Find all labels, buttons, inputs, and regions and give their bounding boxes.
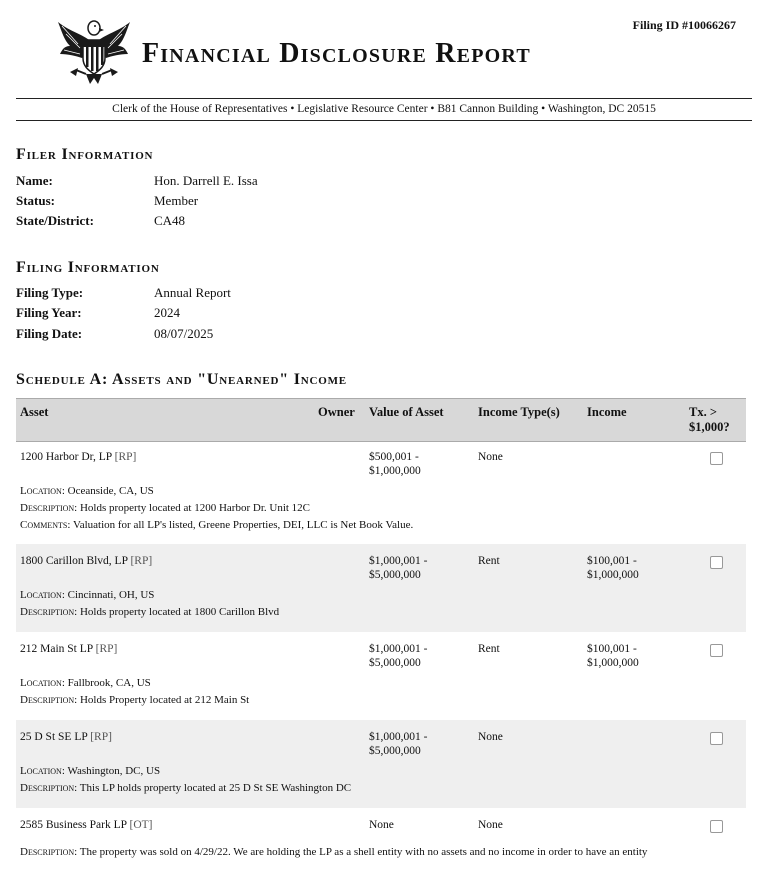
filing-information-heading: Filing Information [16, 259, 160, 276]
asset-income-type: None [478, 819, 503, 831]
filing-date-value: 08/07/2025 [154, 326, 214, 341]
asset-row [16, 808, 746, 893]
clerk-address-line: Clerk of the House of Representatives • Legislative Resource Center • B81 Cannon Building • Washington, DC 20515 [112, 103, 656, 115]
filer-district-label: State/District: [16, 213, 94, 228]
col-tx-line2: $1,000? [689, 420, 730, 434]
tx-checkbox[interactable] [710, 820, 723, 833]
asset-income-type: Rent [478, 555, 500, 567]
asset-name: 25 D St SE LP [RP] [20, 731, 112, 743]
asset-income: $100,001 - $1,000,000 [587, 643, 639, 669]
asset-description: Description: Holds property located at 1200 Harbor Dr. Unit 12C [20, 502, 311, 514]
asset-row [16, 440, 746, 544]
asset-description: Description: This LP holds property located at 25 D St SE Washington DC [20, 782, 352, 794]
tx-checkbox[interactable] [710, 732, 723, 745]
asset-income: $100,001 - $1,000,000 [587, 555, 639, 581]
filing-id: Filing ID #10066267 [632, 18, 736, 32]
filer-status-value: Member [154, 193, 199, 208]
asset-income-type: None [478, 451, 503, 463]
eagle-seal-icon [56, 14, 132, 86]
header-rule-bottom [16, 120, 752, 121]
asset-name: 1800 Carillon Blvd, LP [RP] [20, 555, 153, 567]
filer-name-value: Hon. Darrell E. Issa [154, 173, 258, 188]
asset-location: Location: Oceanside, CA, US [20, 485, 154, 497]
filer-information-heading: Filer Information [16, 146, 154, 163]
asset-description: Description: The property was sold on 4/29/22. We are holding the LP as a shell entity with no assets and no income in order to have an entity [20, 846, 648, 858]
asset-name: 2585 Business Park LP [OT] [20, 819, 153, 831]
filing-year-value: 2024 [154, 305, 180, 320]
header-rule-top [16, 98, 752, 99]
col-asset: Asset [20, 405, 49, 419]
tx-checkbox[interactable] [710, 452, 723, 465]
filer-district-value: CA48 [154, 213, 186, 228]
report-title: Financial Disclosure Report [142, 38, 531, 69]
asset-description: Description: Holds Property located at 212 Main St [20, 694, 250, 706]
filing-year-label: Filing Year: [16, 305, 82, 320]
filer-status-label: Status: [16, 193, 56, 208]
asset-income-type: Rent [478, 643, 500, 655]
asset-row [16, 632, 746, 720]
asset-value: $1,000,001 - $5,000,000 [369, 643, 428, 669]
tx-checkbox[interactable] [710, 644, 723, 657]
filing-type-label: Filing Type: [16, 285, 84, 300]
asset-value: $1,000,001 - $5,000,000 [369, 731, 428, 757]
asset-location: Location: Fallbrook, CA, US [20, 677, 151, 689]
asset-value: $500,001 - $1,000,000 [369, 451, 421, 477]
tx-checkbox[interactable] [710, 556, 723, 569]
col-income-type: Income Type(s) [478, 405, 560, 419]
asset-description: Description: Holds property located at 1800 Carillon Blvd [20, 606, 280, 618]
asset-name: 212 Main St LP [RP] [20, 643, 118, 655]
col-income: Income [587, 405, 627, 419]
asset-value: $1,000,001 - $5,000,000 [369, 555, 428, 581]
asset-row [16, 544, 746, 632]
asset-name: 1200 Harbor Dr, LP [RP] [20, 451, 137, 463]
filing-type-value: Annual Report [154, 285, 231, 300]
asset-location: Location: Washington, DC, US [20, 765, 161, 777]
filer-name-label: Name: [16, 173, 53, 188]
asset-comments: Comments: Valuation for all LP's listed, Greene Properties, DEI, LLC is Net Book Value. [20, 519, 414, 531]
schedule-a-heading: Schedule A: Assets and "Unearned" Income [16, 371, 347, 388]
asset-value: None [369, 819, 394, 831]
col-tx-line1: Tx. > [689, 405, 717, 419]
asset-row [16, 720, 746, 808]
schedule-a-table-header [16, 398, 746, 442]
col-owner: Owner [318, 405, 355, 419]
asset-income-type: None [478, 731, 503, 743]
asset-location: Location: Cincinnati, OH, US [20, 589, 155, 601]
filing-date-label: Filing Date: [16, 326, 83, 341]
col-tx [689, 405, 730, 435]
col-value: Value of Asset [369, 405, 444, 419]
